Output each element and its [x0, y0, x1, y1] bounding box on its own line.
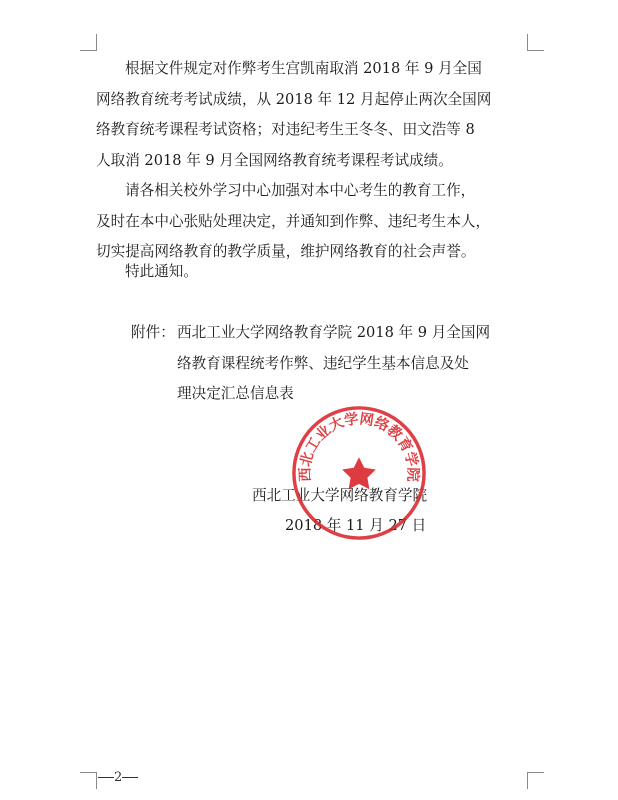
- page-footer: [98, 770, 138, 785]
- crop-mark-top-right: [527, 34, 544, 51]
- paragraph-1-line: 根据文件规定对作弊考生宫凯南取消 2018 年 9 月全国: [125, 60, 482, 77]
- footer-dash-right: [122, 777, 138, 778]
- signature-date: 2018 年 11 月 27 日: [285, 517, 427, 534]
- closing-line: 特此通知。: [125, 263, 198, 280]
- attachment-line: 络教育课程统考作弊、违纪学生基本信息及处: [177, 354, 469, 372]
- page-number: 2: [114, 770, 123, 785]
- attachment-body: [177, 318, 537, 410]
- paragraph-1-line: 络教育统考课程考试资格；对违纪考生王冬冬、田文浩等 8: [96, 121, 475, 138]
- seal-star-icon: [342, 457, 376, 489]
- seal-text: 西北工业大学网络教育学院: [297, 411, 421, 482]
- paragraph-1-line: 网络教育统考考试成绩，从 2018 年 12 月起停止两次全国网: [96, 90, 492, 108]
- crop-mark-bottom-left: [80, 772, 97, 789]
- signature-org: 西北工业大学网络教育学院: [252, 487, 428, 504]
- paragraph-2-line: 请各相关校外学习中心加强对本中心考生的教育工作，: [125, 182, 476, 199]
- paragraph-2-line: 切实提高网络教育的教学质量，维护网络教育的社会声誉。: [96, 243, 476, 260]
- paragraph-2: [96, 176, 527, 268]
- attachment-label: 附件：: [131, 324, 175, 341]
- footer-dash-left: [98, 777, 114, 778]
- paragraph-1-line: 人取消 2018 年 9 月全国网络教育统考课程考试成绩。: [96, 151, 453, 169]
- paragraph-2-line: 及时在本中心张贴处理决定，并通知到作弊、违纪考生本人，: [96, 212, 491, 230]
- paragraph-3: [96, 257, 527, 288]
- crop-mark-bottom-right: [527, 772, 544, 789]
- paragraph-1: [96, 54, 527, 176]
- official-seal: [290, 404, 428, 542]
- crop-mark-top-left: [80, 34, 97, 51]
- attachment-line: 理决定汇总信息表: [177, 385, 294, 402]
- attachment-line: 西北工业大学网络教育学院 2018 年 9 月全国网: [177, 324, 491, 341]
